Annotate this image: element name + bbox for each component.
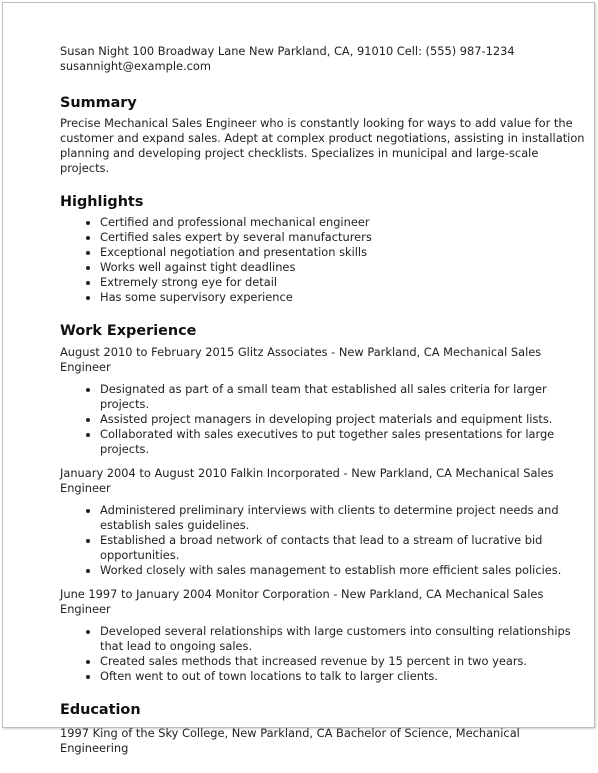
job-title-line: June 1997 to January 2004 Monitor Corporation - New Parkland, CA Mechanical Sales Engineer <box>60 587 544 616</box>
experience-heading: Work Experience <box>60 323 197 339</box>
highlights-section <box>60 193 590 305</box>
job-bullets <box>60 382 590 457</box>
highlights-heading: Highlights <box>60 194 144 210</box>
contact-email: susannight@example.com <box>60 59 211 73</box>
job-bullet: • Designated as part of a small team that established all sales criteria for larger projects. <box>100 382 590 412</box>
summary-heading: Summary <box>60 95 137 111</box>
job-title-line: January 2004 to August 2010 Falkin Incorporated - New Parkland, CA Mechanical Sales Engineer <box>60 466 554 495</box>
job-bullet: • Created sales methods that increased revenue by 15 percent in two years. <box>100 654 590 669</box>
contact-line: Susan Night 100 Broadway Lane New Parkland, CA, 91010 Cell: (555) 987-1234 <box>60 44 515 58</box>
summary-text: Precise Mechanical Sales Engineer who is constantly looking for ways to add value for the customer and expand sales. Adept at complex product negotiations, assisting in installation planning and developing project checklists. Specializes in municipal and large-scale projects. <box>60 116 585 175</box>
job-bullet: • Established a broad network of contacts that lead to a stream of lucrative bid opportunities. <box>100 533 590 563</box>
job-bullets <box>60 624 590 684</box>
summary-section <box>60 94 590 176</box>
experience-section <box>60 322 590 684</box>
education-heading: Education <box>60 702 141 718</box>
job-bullet: • Administered preliminary interviews with clients to determine project needs and establish sales guidelines. <box>100 503 590 533</box>
job-bullets <box>60 503 590 578</box>
contact-block <box>60 44 590 74</box>
resume-content <box>60 44 590 773</box>
job-bullet: • Developed several relationships with large customers into consulting relationships that lead to ongoing sales. <box>100 624 590 654</box>
highlight-item: • Has some supervisory experience <box>100 290 590 305</box>
job-bullet: • Collaborated with sales executives to put together sales presentations for large projects. <box>100 427 590 457</box>
education-line: 1997 King of the Sky College, New Parkland, CA Bachelor of Science, Mechanical Engineering <box>60 726 520 755</box>
job-bullet: • Often went to out of town locations to talk to larger clients. <box>100 669 590 684</box>
job-bullet: • Worked closely with sales management to establish more efficient sales policies. <box>100 563 590 578</box>
highlight-item: • Certified and professional mechanical engineer <box>100 215 590 230</box>
job-title-line: August 2010 to February 2015 Glitz Associates - New Parkland, CA Mechanical Sales Engineer <box>60 345 542 374</box>
job-bullet: • Assisted project managers in developing project materials and equipment lists. <box>100 412 590 427</box>
education-section <box>60 701 590 756</box>
highlight-item: • Works well against tight deadlines <box>100 260 590 275</box>
highlights-list <box>60 215 590 305</box>
highlight-item: • Extremely strong eye for detail <box>100 275 590 290</box>
resume-page <box>2 2 595 755</box>
highlight-item: • Exceptional negotiation and presentation skills <box>100 245 590 260</box>
highlight-item: • Certified sales expert by several manufacturers <box>100 230 590 245</box>
